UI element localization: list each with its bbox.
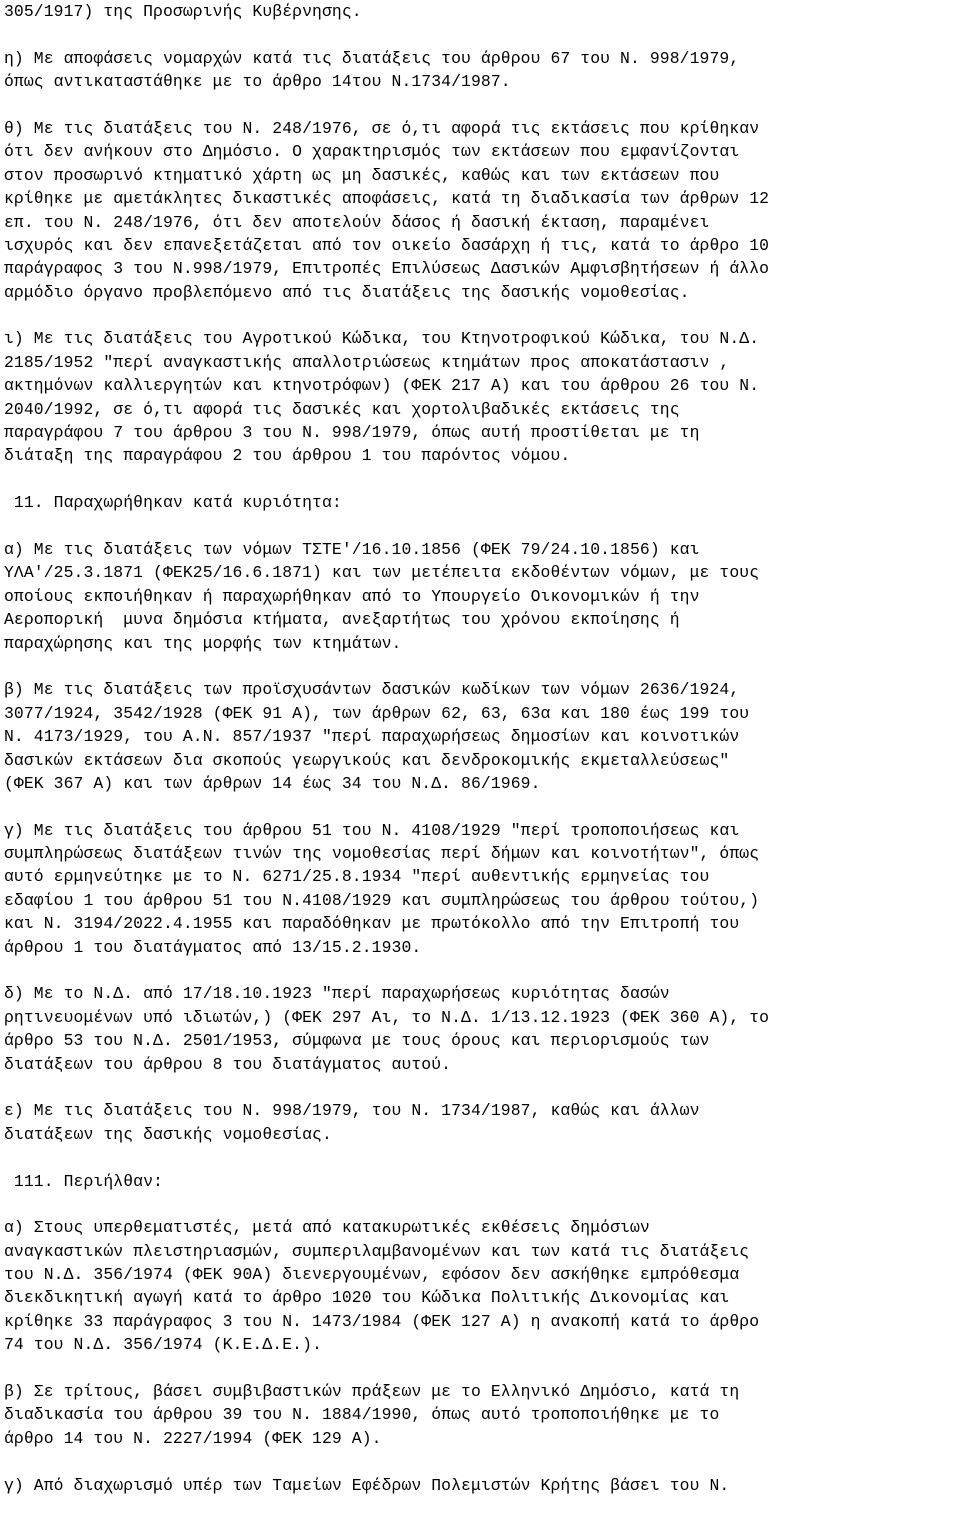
- text-line: του Ν.Δ. 356/1974 (ΦΕΚ 90Α) διενεργουμένων, εφόσον δεν ασκήθηκε εμπρόθεσμα: [4, 1265, 740, 1285]
- text-line: διάταξη της παραγράφου 2 του άρθρου 1 του παρόντος νόμου.: [4, 446, 571, 466]
- text-line: όπως αντικαταστάθηκε με το άρθρο 14του Ν.1734/1987.: [4, 72, 511, 92]
- text-line: άρθρο 14 του Ν. 2227/1994 (ΦΕΚ 129 Α).: [4, 1428, 382, 1448]
- text-line: ότι δεν ανήκουν στο Δημόσιο. Ο χαρακτηρισμός των εκτάσεων που εμφανίζονται: [4, 142, 740, 162]
- paragraph-eta: [4, 47, 956, 94]
- text-line: παραχώρησης και της μορφής των κτημάτων.: [4, 633, 402, 653]
- paragraph-gamma-2: [4, 1474, 956, 1497]
- text-line: εδαφίου 1 του άρθρου 51 του Ν.4108/1929 και συμπληρώσεως του άρθρου τούτου,): [4, 890, 760, 910]
- text-line: α) Στους υπερθεματιστές, μετά από κατακυρωτικές εκθέσεις δημόσιων: [4, 1218, 650, 1238]
- text-line: Αεροπορική μυνα δημόσια κτήματα, ανεξαρτήτως του χρόνου εκποίησης ή: [4, 610, 680, 630]
- text-line: 305/1917) της Προσωρινής Κυβέρνησης.: [4, 2, 362, 21]
- text-line: ρητινευομένων υπό ιδιωτών,) (ΦΕΚ 297 Αι, το Ν.Δ. 1/13.12.1923 (ΦΕΚ 360 Α), το: [4, 1007, 770, 1027]
- text-line: στον προσωρινό κτηματικό χάρτη ως μη δασικές, καθώς και των εκτάσεων που: [4, 165, 720, 185]
- text-line: ε) Με τις διατάξεις του Ν. 998/1979, του Ν. 1734/1987, καθώς και άλλων: [4, 1101, 700, 1121]
- text-line: άρθρου 1 του διατάγματος από 13/15.2.1930.: [4, 937, 422, 957]
- text-line: ι) Με τις διατάξεις του Αγροτικού Κώδικα, του Κτηνοτροφικού Κώδικα, του Ν.Δ.: [4, 329, 760, 349]
- text-line: άρθρο 53 του Ν.Δ. 2501/1953, σύμφωνα με τους όρους και περιορισμούς των: [4, 1031, 710, 1051]
- text-line: επ. του Ν. 248/1976, ότι δεν αποτελούν δάσος ή δασική έκταση, παραμένει: [4, 212, 710, 232]
- paragraph-intro-tail: [4, 0, 956, 23]
- text-line: 74 του Ν.Δ. 356/1974 (Κ.Ε.Δ.Ε.).: [4, 1335, 322, 1355]
- text-line: αναγκαστικών πλειστηριασμών, συμπεριλαμβανομένων και των κατά τις διατάξεις: [4, 1241, 750, 1261]
- text-line: β) Σε τρίτους, βάσει συμβιβαστικών πράξεων με το Ελληνικό Δημόσιο, κατά τη: [4, 1382, 740, 1402]
- text-line: 3077/1924, 3542/1928 (ΦΕΚ 91 Α), των άρθρων 62, 63, 63α και 180 έως 199 του: [4, 703, 750, 723]
- text-line: αυτό ερμηνεύτηκε με το Ν. 6271/25.8.1934 "περί αυθεντικής ερμηνείας του: [4, 867, 710, 887]
- text-line: α) Με τις διατάξεις των νόμων ΤΣΤΕ'/16.10.1856 (ΦΕΚ 79/24.10.1856) και: [4, 539, 700, 559]
- text-line: (ΦΕΚ 367 Α) και των άρθρων 14 έως 34 του Ν.Δ. 86/1969.: [4, 773, 541, 793]
- text-line: θ) Με τις διατάξεις του Ν. 248/1976, σε ό,τι αφορά τις εκτάσεις που κρίθηκαν: [4, 118, 760, 138]
- text-line: διαδικασία του άρθρου 39 του Ν. 1884/1990, όπως αυτό τροποποιήθηκε με το: [4, 1405, 720, 1425]
- paragraph-epsilon-1: [4, 1099, 956, 1146]
- text-line: παραγράφου 7 του άρθρου 3 του Ν. 998/1979, όπως αυτή προστίθεται με τη: [4, 423, 700, 443]
- paragraph-heading-111: [4, 1170, 956, 1193]
- text-line: διατάξεων του άρθρου 8 του διατάγματος αυτού.: [4, 1054, 452, 1074]
- text-line: δ) Με το Ν.Δ. από 17/18.10.1923 "περί παραχωρήσεως κυριότητας δασών: [4, 984, 670, 1004]
- text-line: οποίους εκποιήθηκαν ή παραχωρήθηκαν από το Υπουργείο Οικονομικών ή την: [4, 586, 700, 606]
- text-line: γ) Με τις διατάξεις του άρθρου 51 του Ν. 4108/1929 "περί τροποποιήσεως και: [4, 820, 740, 840]
- text-line: αρμόδιο όργανο προβλεπόμενο από τις διατάξεις της δασικής νομοθεσίας.: [4, 282, 690, 302]
- text-line: δασικών εκτάσεων δια σκοπούς γεωργικούς και δενδροκομικής εκμεταλλεύσεως": [4, 750, 730, 770]
- paragraph-beta-1: [4, 678, 956, 795]
- text-line: κρίθηκε με αμετάκλητες δικαστικές αποφάσεις, κατά τη διαδικασία των άρθρων 12: [4, 189, 770, 209]
- text-line: Ν. 4173/1929, του Α.Ν. 857/1937 "περί παραχωρήσεως δημοσίων και κοινοτικών: [4, 727, 740, 747]
- text-line: και Ν. 3194/2022.4.1955 και παραδόθηκαν με πρωτόκολλο από την Επιτροπή του: [4, 914, 740, 934]
- paragraph-alpha-1: [4, 538, 956, 655]
- paragraph-iota: [4, 327, 956, 467]
- text-line: συμπληρώσεως διατάξεων τινών της νομοθεσίας περί δήμων και κοινοτήτων", όπως: [4, 844, 760, 864]
- paragraph-theta: [4, 117, 956, 304]
- text-line: παράγραφος 3 του Ν.998/1979, Επιτροπές Επιλύσεως Δασικών Αμφισβητήσεων ή άλλο: [4, 259, 770, 279]
- text-line: γ) Από διαχωρισμό υπέρ των Ταμείων Εφέδρων Πολεμιστών Κρήτης βάσει του Ν.: [4, 1475, 730, 1495]
- text-line: η) Με αποφάσεις νομαρχών κατά τις διατάξεις του άρθρου 67 του Ν. 998/1979,: [4, 48, 740, 68]
- text-line: 111. Περιήλθαν:: [4, 1171, 163, 1191]
- paragraph-beta-2: [4, 1380, 956, 1450]
- text-line: ακτημόνων καλλιεργητών και κτηνοτρόφων) (ΦΕΚ 217 Α) και του άρθρου 26 του Ν.: [4, 376, 760, 396]
- document-page: [4, 0, 956, 1520]
- paragraph-gamma-1: [4, 819, 956, 959]
- text-line: διατάξεων της δασικής νομοθεσίας.: [4, 1124, 332, 1144]
- paragraph-alpha-2: [4, 1216, 956, 1356]
- text-line: ΥΛΑ'/25.3.1871 (ΦΕΚ25/16.6.1871) και των μετέπειτα εκδοθέντων νόμων, με τους: [4, 563, 760, 583]
- text-line: 2185/1952 "περί αναγκαστικής απαλλοτριώσεως κτημάτων προς αποκατάστασιν ,: [4, 352, 730, 372]
- text-line: 11. Παραχωρήθηκαν κατά κυριότητα:: [4, 493, 342, 513]
- text-line: β) Με τις διατάξεις των προϊσχυσάντων δασικών κωδίκων των νόμων 2636/1924,: [4, 680, 740, 700]
- paragraph-delta-1: [4, 982, 956, 1076]
- paragraph-heading-11: [4, 491, 956, 514]
- text-line: διεκδικητική αγωγή κατά το άρθρο 1020 του Κώδικα Πολιτικής Δικονομίας και: [4, 1288, 730, 1308]
- text-line: ισχυρός και δεν επανεξετάζεται από τον οικείο δασάρχη ή τις, κατά το άρθρο 10: [4, 235, 770, 255]
- text-line: 2040/1992, σε ό,τι αφορά τις δασικές και χορτολιβαδικές εκτάσεις της: [4, 399, 680, 419]
- text-line: κρίθηκε 33 παράγραφος 3 του Ν. 1473/1984 (ΦΕΚ 127 Α) η ανακοπή κατά το άρθρο: [4, 1311, 760, 1331]
